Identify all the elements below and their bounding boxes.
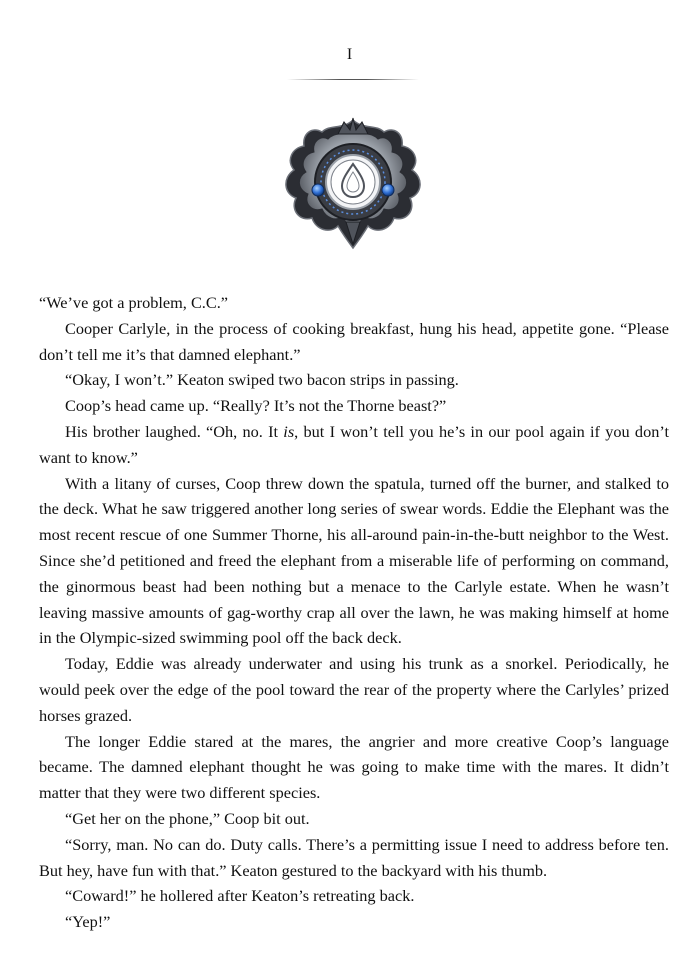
paragraph bbox=[39, 419, 669, 471]
ornate-crest-emblem-icon bbox=[272, 112, 434, 254]
paragraph-text: , but I won’t tell you he’s in our pool again if you don’t want to know.” bbox=[39, 421, 669, 467]
paragraph: With a litany of curses, Coop threw down the spatula, turned off the burner, and stalked to the deck. What he saw triggered another long series of swear words. Eddie the Elephant was the most recent rescue of one Summer Thorne, his all-around pain-in-the-butt neighbor to the West. Since she’d petitioned and freed the elephant from a miserable life of performing on command, the ginormous beast had been nothing but a menace to the Carlyle estate. When he wasn’t leaving massive amounts of gag-worthy crap all over the lawn, he was making himself at home in the Olympic-sized swimming pool off the back deck. bbox=[39, 473, 669, 648]
chapter-body bbox=[39, 290, 669, 935]
emphasis-text: is bbox=[283, 421, 295, 441]
paragraph: “Coward!” he hollered after Keaton’s retreating back. bbox=[65, 886, 415, 906]
paragraph: “We’ve got a problem, C.C.” bbox=[39, 293, 229, 312]
paragraph: “Okay, I won’t.” Keaton swiped two bacon strips in passing. bbox=[65, 370, 459, 390]
paragraph: The longer Eddie stared at the mares, the angrier and more creative Coop’s language became. The damned elephant thought he was going to make time with the mares. It didn’t matter that they were two different species. bbox=[39, 731, 669, 803]
chapter-number: I bbox=[346, 46, 354, 63]
paragraph: “Sorry, man. No can do. Duty calls. There’s a permitting issue I need to address before ten. But hey, have fun with that.” Keaton gestured to the backyard with his thumb. bbox=[39, 834, 669, 880]
paragraph: “Yep!” bbox=[65, 912, 111, 932]
paragraph: Cooper Carlyle, in the process of cooking breakfast, hung his head, appetite gone. “Please don’t tell me it’s that damned elephant.” bbox=[39, 318, 669, 364]
paragraph: Coop’s head came up. “Really? It’s not the Thorne beast?” bbox=[65, 396, 447, 416]
paragraph: Today, Eddie was already underwater and using his trunk as a snorkel. Periodically, he would peek over the edge of the pool toward the rear of the property where the Carlyles’ prized horses grazed. bbox=[39, 654, 669, 725]
paragraph: “Get her on the phone,” Coop bit out. bbox=[65, 808, 310, 828]
paragraph-text: His brother laughed. “Oh, no. It bbox=[65, 421, 284, 441]
chapter-divider bbox=[287, 79, 419, 80]
